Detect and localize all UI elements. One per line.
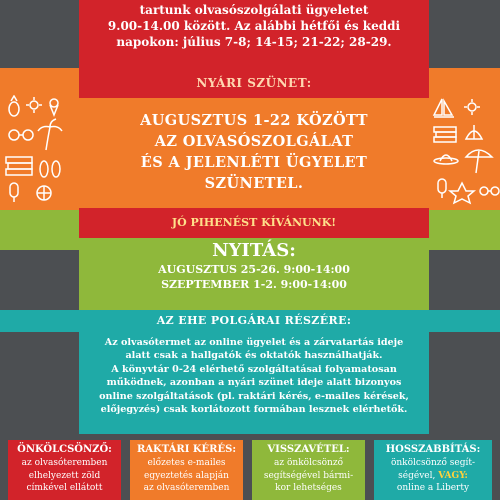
- box-title: VISSZAVÉTEL:: [267, 444, 350, 455]
- starfish-icon: [450, 183, 474, 203]
- popsicle-icon: [10, 183, 18, 202]
- opening-title: NYITÁS:: [212, 240, 296, 261]
- box-line: elhelyezett zöld: [28, 470, 101, 481]
- opening-line: SZEPTEMBER 1-2. 9:00-14:00: [161, 278, 347, 291]
- sunglasses-icon: [9, 130, 33, 140]
- books-icon: [6, 157, 32, 175]
- top-notice-panel: [79, 0, 429, 68]
- ehe-line: online szolgáltatások (pl. raktári kérés, e-mailes kérések,: [99, 390, 409, 402]
- ehe-heading-panel: [79, 310, 429, 332]
- top-notice-line: napokon: július 7-8; 14-15; 21-22; 28-29.: [116, 35, 392, 49]
- box-line: segítségével bármi-: [263, 470, 354, 481]
- summer-break-line: SZÜNETEL.: [204, 175, 304, 192]
- ehe-line: Az olvasótermet az online ügyelet és a zárvatartás ideje: [104, 337, 404, 348]
- sunglasses-icon: [480, 187, 499, 195]
- box-line: önkölcsönző segít-: [390, 458, 476, 468]
- box-line: címkével ellátott: [26, 483, 103, 493]
- ice-cream-icon: [50, 99, 58, 115]
- right-icon-cluster: [432, 95, 500, 205]
- box-line: online a Liberty: [396, 483, 470, 493]
- opening-line: AUGUSZTUS 25-26. 9:00-14:00: [158, 263, 350, 276]
- wish-text: JÓ PIHENÉST KÍVÁNUNK!: [171, 216, 337, 229]
- sun-icon: [26, 97, 42, 113]
- box-title: ÖNKÖLCSÖNZŐ:: [17, 444, 112, 455]
- box-line-text: ségével,: [398, 470, 436, 481]
- ehe-panel: [79, 332, 429, 434]
- ehe-heading: AZ EHE POLGÁRAI RÉSZÉRE:: [156, 314, 352, 327]
- books-icon: [434, 127, 456, 142]
- popsicle-icon: [438, 179, 446, 198]
- box-line: az olvasóteremben: [143, 483, 230, 493]
- beach-ball-icon: [37, 186, 51, 200]
- renewal-box: [374, 440, 492, 500]
- box-line: az önkölcsönző: [274, 458, 343, 468]
- shell-icon: [466, 125, 482, 139]
- ehe-line: A könyvtár 0-24 elérhető szolgáltatásai folyamatosan: [111, 363, 397, 375]
- box-title: RAKTÁRI KÉRÉS:: [136, 444, 237, 455]
- self-checkout-box: [8, 440, 121, 500]
- summer-break-panel: [79, 98, 429, 208]
- top-notice-line: 9.00-14.00 között. Az alábbi hétfői és keddi: [107, 19, 401, 33]
- storage-request-box: [130, 440, 243, 500]
- return-box: [252, 440, 365, 500]
- ehe-line: alatt csak a hallgatók és oktatók használhatják.: [125, 350, 383, 362]
- box-line: egyeztetés alapján: [144, 470, 229, 481]
- hat-icon: [434, 155, 458, 164]
- ehe-line: előjegyzés) csak korlátozott formában lesznek elérhetők.: [100, 404, 408, 416]
- palm-tree-icon: [38, 119, 62, 150]
- sun-icon: [464, 99, 480, 115]
- opening-panel: [79, 238, 429, 310]
- box-line: előzetes e-mailes: [147, 458, 226, 468]
- highlight-text: VAGY:: [438, 470, 468, 481]
- sailboat-icon: [434, 99, 454, 117]
- flip-flops-icon: [40, 161, 60, 177]
- wish-panel: [79, 208, 429, 238]
- box-title: HOSSZABBÍTÁS:: [385, 444, 481, 455]
- top-notice-line: tartunk olvasószolgálati ügyeletet: [139, 3, 369, 17]
- box-line: [374, 470, 492, 483]
- left-icon-cluster: [4, 95, 74, 205]
- summer-break-line: ÉS A JELENLÉTI ÜGYELET: [140, 154, 368, 171]
- summer-break-line: AZ OLVASÓSZOLGÁLAT: [154, 133, 354, 150]
- summer-break-heading: NYÁRI SZÜNET:: [196, 76, 312, 90]
- summer-break-line: AUGUSZTUS 1-22 KÖZÖTT: [140, 112, 368, 129]
- summer-break-heading-panel: [79, 68, 429, 98]
- beach-umbrella-icon: [466, 150, 492, 173]
- box-line: kor lehetséges: [275, 483, 342, 493]
- box-line: az olvasóteremben: [21, 458, 108, 468]
- pineapple-icon: [9, 96, 19, 116]
- ehe-line: működnek, azonban a nyári szünet ideje alatt bizonyos: [106, 377, 402, 389]
